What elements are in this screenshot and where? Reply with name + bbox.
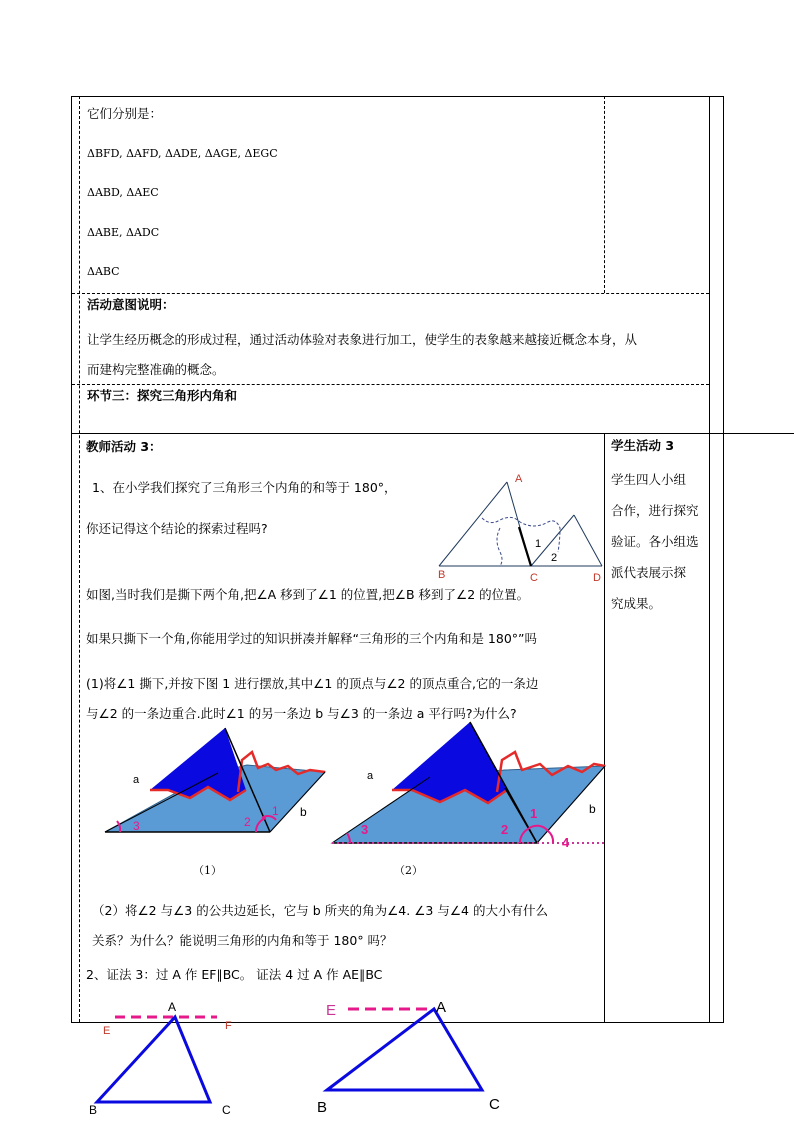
- teacher-heading: 教师活动 3：: [86, 439, 162, 454]
- top-label-B: B: [438, 569, 446, 581]
- teacher-p5a: (1)将∠1 撕下,并按下图 1 进行摆放,其中∠1 的顶点与∠2 的顶点重合,它的一条边: [86, 676, 539, 691]
- student-line-5: 究成果。: [611, 596, 662, 611]
- fig2-label-1: 1: [530, 806, 538, 821]
- proof3-label-F: F: [225, 1020, 232, 1032]
- intent-line-2: 而建构完整准确的概念。: [87, 362, 225, 377]
- top-label-1: 1: [535, 538, 542, 550]
- triangle-row-2: ΔABD, ΔAEC: [87, 186, 159, 199]
- teacher-p4: 如果只撕下一个角,你能用学过的知识拼凑并解释“三角形的三个内角和是 180°”吗: [86, 631, 538, 646]
- student-line-2: 合作，进行探究: [611, 503, 699, 518]
- student-line-1: 学生四人小组: [611, 472, 687, 487]
- fig2-label-3: 3: [361, 822, 369, 837]
- triangle-row-1: ΔBFD, ΔAFD, ΔADE, ΔAGE, ΔEGC: [87, 147, 278, 160]
- top-label-2: 2: [551, 552, 558, 564]
- fig1-label-3: 3: [133, 819, 140, 833]
- teacher-p7: 2、证法 3：过 A 作 EF∥BC。 证法 4 过 A 作 AE∥BC: [86, 967, 383, 982]
- proof3-label-C: C: [222, 1103, 231, 1117]
- triangles-intro: 它们分别是：: [87, 106, 163, 121]
- top-label-A: A: [515, 473, 523, 485]
- top-label-C: C: [530, 572, 538, 584]
- fig1-label-a: a: [133, 774, 140, 786]
- proof4-label-E: E: [326, 1002, 337, 1019]
- fig2-label-a: a: [367, 770, 374, 782]
- fig1-label-2: 2: [244, 815, 251, 829]
- intent-line-1: 让学生经历概念的形成过程，通过活动体验对表象进行加工，使学生的表象越来越接近概念本身，从: [87, 332, 638, 347]
- teacher-p2: 你还记得这个结论的探索过程吗?: [86, 521, 268, 536]
- student-line-3: 验证。各小组选: [611, 534, 699, 549]
- teacher-p1: 1、在小学我们探究了三角形三个内角的和等于 180°，: [92, 480, 397, 495]
- proof4-label-B: B: [317, 1099, 328, 1116]
- teacher-p6a: （2）将∠2 与∠3 的公共边延长，它与 b 所夹的角为∠4. ∠3 与∠4 的大小有什么: [92, 903, 548, 918]
- triangle-row-4: ΔABC: [87, 265, 120, 278]
- caption-fig-1: （1）: [193, 864, 222, 877]
- proof3-label-A: A: [168, 1000, 177, 1014]
- triangle-row-3: ΔABE, ΔADC: [87, 226, 160, 239]
- teacher-p6b: 关系？为什么？能说明三角形的内角和等于 180° 吗？: [92, 933, 393, 948]
- intent-heading: 活动意图说明：: [87, 297, 175, 312]
- top-label-D: D: [593, 572, 601, 584]
- fig2-label-2: 2: [501, 822, 509, 837]
- stage3-heading: 环节三：探究三角形内角和: [87, 388, 238, 403]
- teacher-p3: 如图,当时我们是撕下两个角,把∠A 移到了∠1 的位置,把∠B 移到了∠2 的位置。: [86, 587, 530, 602]
- fig2-label-4: 4: [562, 835, 570, 850]
- fig1-label-1: 1: [272, 804, 279, 818]
- proof3-label-E: E: [103, 1025, 111, 1037]
- proof4-label-A: A: [436, 999, 447, 1016]
- fig1-label-b: b: [300, 805, 307, 819]
- proof4-label-C: C: [489, 1096, 500, 1113]
- caption-fig-2: （2）: [394, 864, 423, 877]
- fig2-label-b: b: [589, 802, 596, 816]
- student-line-4: 派代表展示探: [611, 565, 687, 580]
- proof3-label-B: B: [89, 1103, 98, 1117]
- teacher-p5b: 与∠2 的一条边重合.此时∠1 的另一条边 b 与∠3 的一条边 a 平行吗?为什么?: [86, 706, 517, 721]
- student-heading: 学生活动 3: [611, 438, 675, 453]
